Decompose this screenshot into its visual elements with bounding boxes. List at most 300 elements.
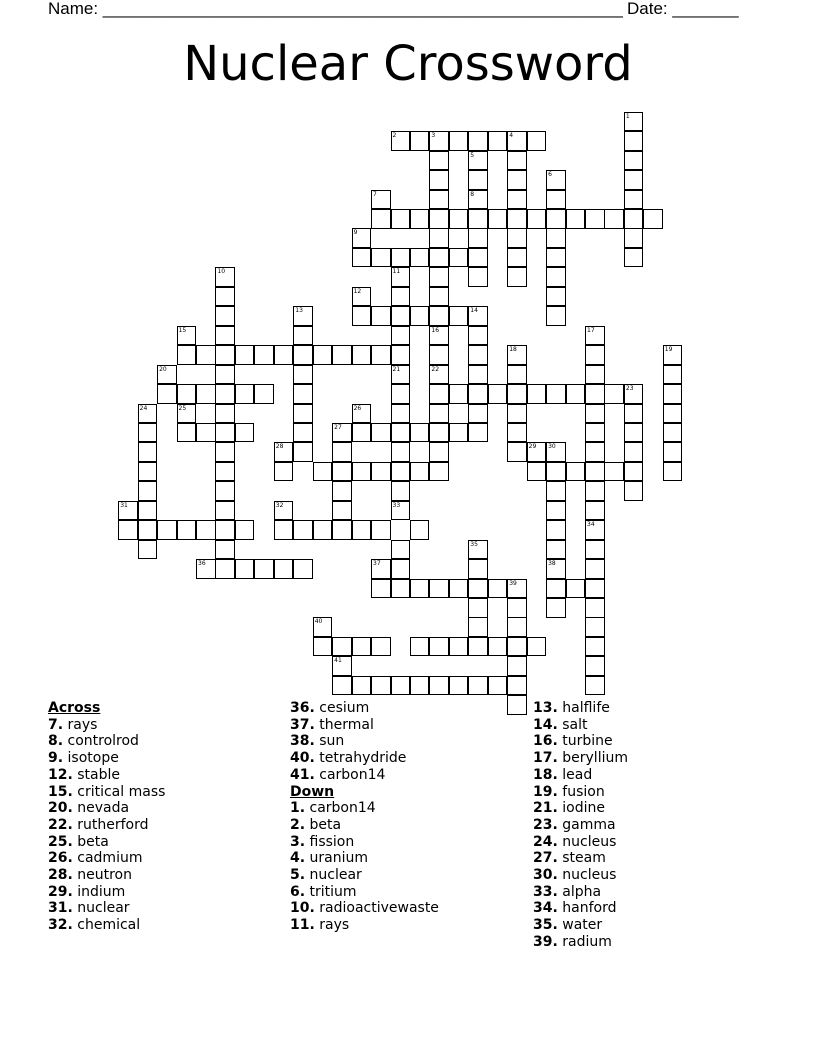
grid-cell[interactable]	[177, 384, 197, 404]
grid-cell[interactable]	[138, 540, 158, 560]
grid-cell[interactable]	[449, 384, 469, 404]
grid-cell[interactable]	[371, 345, 391, 365]
grid-cell[interactable]	[468, 676, 488, 696]
grid-cell[interactable]	[585, 540, 605, 560]
grid-cell[interactable]	[546, 170, 566, 190]
grid-cell[interactable]	[429, 676, 449, 696]
grid-cell[interactable]	[624, 209, 644, 229]
grid-cell[interactable]	[585, 676, 605, 696]
grid-cell[interactable]	[468, 637, 488, 657]
clue-number: 5	[470, 151, 475, 159]
grid-cell[interactable]	[624, 423, 644, 443]
grid-cell[interactable]	[138, 520, 158, 540]
grid-cell[interactable]	[215, 365, 235, 385]
grid-cell[interactable]	[468, 579, 488, 599]
grid-cell[interactable]	[215, 423, 235, 443]
grid-cell[interactable]	[624, 404, 644, 424]
grid-cell[interactable]	[527, 131, 547, 151]
grid-cell[interactable]	[546, 384, 566, 404]
grid-cell[interactable]	[235, 559, 255, 579]
grid-cell[interactable]	[410, 676, 430, 696]
grid-cell[interactable]	[410, 306, 430, 326]
grid-cell[interactable]	[293, 365, 313, 385]
grid-cell[interactable]	[468, 559, 488, 579]
grid-cell[interactable]	[624, 384, 644, 404]
grid-cell[interactable]	[527, 637, 547, 657]
clue-number: 21	[392, 365, 401, 373]
grid-cell[interactable]	[566, 209, 586, 229]
grid-cell[interactable]	[215, 559, 235, 579]
grid-cell[interactable]	[449, 248, 469, 268]
grid-cell[interactable]	[429, 248, 449, 268]
grid-cell[interactable]	[624, 248, 644, 268]
grid-cell[interactable]	[429, 151, 449, 171]
grid-cell[interactable]	[215, 267, 235, 287]
grid-cell[interactable]	[468, 170, 488, 190]
grid-cell[interactable]	[488, 637, 508, 657]
grid-cell[interactable]	[235, 423, 255, 443]
grid-cell[interactable]	[215, 287, 235, 307]
grid-cell[interactable]	[546, 267, 566, 287]
grid-cell[interactable]	[546, 306, 566, 326]
grid-cell[interactable]	[293, 326, 313, 346]
grid-cell[interactable]	[138, 462, 158, 482]
grid-cell[interactable]	[663, 365, 683, 385]
grid-cell[interactable]	[138, 423, 158, 443]
grid-cell[interactable]	[468, 365, 488, 385]
grid-cell[interactable]	[215, 384, 235, 404]
grid-cell[interactable]	[527, 209, 547, 229]
grid-cell[interactable]	[293, 442, 313, 462]
grid-cell[interactable]	[274, 345, 294, 365]
clue-number-label: 4.	[290, 850, 306, 867]
grid-cell[interactable]	[371, 637, 391, 657]
grid-cell[interactable]	[429, 228, 449, 248]
grid-cell[interactable]	[352, 248, 372, 268]
grid-cell[interactable]	[371, 423, 391, 443]
grid-cell[interactable]	[332, 501, 352, 521]
grid-cell[interactable]	[391, 384, 411, 404]
grid-cell[interactable]	[546, 442, 566, 462]
grid-cell[interactable]	[429, 287, 449, 307]
grid-cell[interactable]	[429, 190, 449, 210]
grid-cell[interactable]	[468, 326, 488, 346]
grid-cell[interactable]	[488, 209, 508, 229]
grid-cell[interactable]	[585, 598, 605, 618]
grid-cell[interactable]	[604, 462, 624, 482]
down-heading: Down	[290, 783, 335, 800]
grid-cell[interactable]	[527, 384, 547, 404]
grid-cell[interactable]	[604, 384, 624, 404]
grid-cell[interactable]	[196, 559, 216, 579]
grid-cell[interactable]	[352, 287, 372, 307]
grid-cell[interactable]	[585, 656, 605, 676]
grid-cell[interactable]	[429, 365, 449, 385]
clue-number-label: 33.	[533, 883, 558, 900]
grid-cell[interactable]	[468, 131, 488, 151]
grid-cell[interactable]	[429, 442, 449, 462]
grid-cell[interactable]	[624, 131, 644, 151]
grid-cell[interactable]	[507, 637, 527, 657]
grid-cell[interactable]	[332, 481, 352, 501]
grid-cell[interactable]	[429, 170, 449, 190]
grid-cell[interactable]	[254, 384, 274, 404]
grid-cell[interactable]	[429, 345, 449, 365]
clue-answer: stable	[72, 766, 121, 783]
grid-cell[interactable]	[352, 345, 372, 365]
clue-answer: nuclear	[72, 900, 130, 917]
grid-cell[interactable]	[391, 579, 411, 599]
grid-cell[interactable]	[585, 559, 605, 579]
grid-cell[interactable]	[371, 306, 391, 326]
grid-cell[interactable]	[157, 384, 177, 404]
grid-cell[interactable]	[585, 404, 605, 424]
grid-cell[interactable]	[585, 423, 605, 443]
grid-cell[interactable]	[138, 442, 158, 462]
grid-cell[interactable]	[215, 345, 235, 365]
grid-cell[interactable]	[507, 151, 527, 171]
grid-cell[interactable]	[371, 248, 391, 268]
grid-cell[interactable]	[546, 190, 566, 210]
grid-cell[interactable]	[488, 579, 508, 599]
grid-cell[interactable]	[118, 520, 138, 540]
grid-cell[interactable]	[215, 462, 235, 482]
grid-cell[interactable]	[332, 656, 352, 676]
grid-cell[interactable]	[507, 442, 527, 462]
grid-cell[interactable]	[429, 462, 449, 482]
grid-cell[interactable]	[546, 559, 566, 579]
grid-cell[interactable]	[215, 442, 235, 462]
grid-cell[interactable]	[507, 676, 527, 696]
grid-cell[interactable]	[585, 637, 605, 657]
grid-cell[interactable]	[507, 209, 527, 229]
grid-cell[interactable]	[177, 345, 197, 365]
grid-cell[interactable]	[293, 423, 313, 443]
grid-cell[interactable]	[177, 404, 197, 424]
grid-cell[interactable]	[585, 326, 605, 346]
grid-cell[interactable]	[429, 326, 449, 346]
grid-cell[interactable]	[468, 267, 488, 287]
grid-cell[interactable]	[332, 520, 352, 540]
grid-cell[interactable]	[663, 384, 683, 404]
grid-cell[interactable]	[215, 540, 235, 560]
grid-cell[interactable]	[215, 520, 235, 540]
grid-cell[interactable]	[293, 559, 313, 579]
grid-cell[interactable]	[391, 676, 411, 696]
grid-cell[interactable]	[488, 384, 508, 404]
grid-cell[interactable]	[391, 559, 411, 579]
grid-cell[interactable]	[546, 520, 566, 540]
grid-cell[interactable]	[507, 384, 527, 404]
grid-cell[interactable]	[624, 481, 644, 501]
grid-cell[interactable]	[410, 423, 430, 443]
grid-cell[interactable]	[449, 131, 469, 151]
grid-cell[interactable]	[546, 598, 566, 618]
grid-cell[interactable]	[468, 423, 488, 443]
grid-cell[interactable]	[196, 384, 216, 404]
grid-cell[interactable]	[371, 209, 391, 229]
grid-cell[interactable]	[468, 248, 488, 268]
grid-cell[interactable]	[663, 423, 683, 443]
grid-cell[interactable]	[449, 209, 469, 229]
grid-cell[interactable]	[352, 520, 372, 540]
grid-cell[interactable]	[391, 423, 411, 443]
grid-cell[interactable]	[546, 579, 566, 599]
grid-cell[interactable]	[215, 326, 235, 346]
grid-cell[interactable]	[546, 481, 566, 501]
clue-number-label: 25.	[48, 833, 73, 850]
grid-cell[interactable]	[352, 423, 372, 443]
grid-cell[interactable]	[138, 481, 158, 501]
grid-cell[interactable]	[507, 131, 527, 151]
grid-cell[interactable]	[274, 501, 294, 521]
grid-cell[interactable]	[468, 209, 488, 229]
grid-cell[interactable]	[274, 462, 294, 482]
grid-cell[interactable]	[118, 501, 138, 521]
clue-number-label: 36.	[290, 700, 315, 716]
grid-cell[interactable]	[215, 404, 235, 424]
grid-cell[interactable]	[468, 540, 488, 560]
grid-cell[interactable]	[410, 579, 430, 599]
grid-cell[interactable]	[391, 209, 411, 229]
grid-cell[interactable]	[643, 209, 663, 229]
grid-cell[interactable]	[546, 209, 566, 229]
grid-cell[interactable]	[488, 676, 508, 696]
grid-cell[interactable]	[507, 248, 527, 268]
grid-cell[interactable]	[371, 676, 391, 696]
grid-cell[interactable]	[507, 598, 527, 618]
grid-cell[interactable]	[507, 404, 527, 424]
grid-cell[interactable]	[293, 520, 313, 540]
grid-cell[interactable]	[449, 676, 469, 696]
grid-cell[interactable]	[391, 481, 411, 501]
grid-cell[interactable]	[157, 520, 177, 540]
grid-cell[interactable]	[585, 617, 605, 637]
grid-cell[interactable]	[546, 540, 566, 560]
grid-cell[interactable]	[391, 326, 411, 346]
grid-cell[interactable]	[196, 423, 216, 443]
grid-cell[interactable]	[313, 345, 333, 365]
clue-item	[533, 834, 628, 851]
grid-cell[interactable]	[293, 404, 313, 424]
grid-cell[interactable]	[468, 228, 488, 248]
grid-cell[interactable]	[391, 267, 411, 287]
grid-cell[interactable]	[429, 384, 449, 404]
grid-cell[interactable]	[507, 267, 527, 287]
grid-cell[interactable]	[585, 520, 605, 540]
grid-cell[interactable]	[138, 404, 158, 424]
grid-cell[interactable]	[235, 384, 255, 404]
grid-cell[interactable]	[488, 131, 508, 151]
grid-cell[interactable]	[371, 559, 391, 579]
grid-cell[interactable]	[410, 520, 430, 540]
grid-cell[interactable]	[274, 559, 294, 579]
grid-cell[interactable]	[663, 462, 683, 482]
grid-cell[interactable]	[546, 501, 566, 521]
grid-cell[interactable]	[507, 228, 527, 248]
grid-cell[interactable]	[293, 306, 313, 326]
grid-cell[interactable]	[468, 190, 488, 210]
grid-cell[interactable]	[429, 131, 449, 151]
grid-cell[interactable]	[215, 481, 235, 501]
grid-cell[interactable]	[391, 404, 411, 424]
grid-cell[interactable]	[449, 306, 469, 326]
grid-cell[interactable]	[332, 676, 352, 696]
clue-number-label: 27.	[533, 850, 558, 867]
clue-number-label: 35.	[533, 917, 558, 934]
grid-cell[interactable]	[391, 540, 411, 560]
grid-cell[interactable]	[527, 442, 547, 462]
grid-cell[interactable]	[332, 442, 352, 462]
grid-cell[interactable]	[663, 404, 683, 424]
grid-cell[interactable]	[468, 345, 488, 365]
grid-cell[interactable]	[138, 501, 158, 521]
grid-cell[interactable]	[468, 598, 488, 618]
grid-cell[interactable]	[585, 209, 605, 229]
grid-cell[interactable]	[391, 462, 411, 482]
grid-cell[interactable]	[566, 579, 586, 599]
grid-cell[interactable]	[391, 365, 411, 385]
grid-cell[interactable]	[332, 462, 352, 482]
grid-cell[interactable]	[566, 384, 586, 404]
grid-cell[interactable]	[313, 617, 333, 637]
grid-cell[interactable]	[507, 365, 527, 385]
grid-cell[interactable]	[663, 345, 683, 365]
grid-cell[interactable]	[332, 345, 352, 365]
grid-cell[interactable]	[546, 248, 566, 268]
grid-cell[interactable]	[507, 170, 527, 190]
grid-cell[interactable]	[352, 462, 372, 482]
grid-cell[interactable]	[313, 637, 333, 657]
grid-cell[interactable]	[274, 520, 294, 540]
grid-cell[interactable]	[371, 579, 391, 599]
clue-number-label: 1.	[290, 800, 306, 817]
grid-cell[interactable]	[410, 131, 430, 151]
grid-cell[interactable]	[371, 462, 391, 482]
grid-cell[interactable]	[391, 501, 411, 521]
grid-cell[interactable]	[449, 579, 469, 599]
grid-cell[interactable]	[585, 481, 605, 501]
grid-cell[interactable]	[313, 520, 333, 540]
grid-cell[interactable]	[663, 442, 683, 462]
grid-cell[interactable]	[293, 345, 313, 365]
grid-cell[interactable]	[527, 462, 547, 482]
grid-cell[interactable]	[507, 695, 527, 715]
grid-cell[interactable]	[566, 462, 586, 482]
grid-cell[interactable]	[371, 520, 391, 540]
grid-cell[interactable]	[429, 404, 449, 424]
grid-cell[interactable]	[507, 656, 527, 676]
grid-cell[interactable]	[585, 384, 605, 404]
grid-cell[interactable]	[546, 228, 566, 248]
grid-cell[interactable]	[196, 345, 216, 365]
grid-cell[interactable]	[468, 384, 488, 404]
grid-cell[interactable]	[332, 637, 352, 657]
grid-cell[interactable]	[410, 637, 430, 657]
grid-cell[interactable]	[352, 306, 372, 326]
grid-cell[interactable]	[585, 442, 605, 462]
grid-cell[interactable]	[624, 228, 644, 248]
grid-cell[interactable]	[352, 676, 372, 696]
grid-cell[interactable]	[177, 520, 197, 540]
grid-cell[interactable]	[624, 170, 644, 190]
grid-cell[interactable]	[254, 345, 274, 365]
grid-cell[interactable]	[429, 209, 449, 229]
grid-cell[interactable]	[391, 131, 411, 151]
grid-cell[interactable]	[177, 326, 197, 346]
grid-cell[interactable]	[352, 637, 372, 657]
grid-cell[interactable]	[585, 462, 605, 482]
grid-cell[interactable]	[391, 442, 411, 462]
grid-cell[interactable]	[507, 345, 527, 365]
grid-cell[interactable]	[391, 306, 411, 326]
grid-cell[interactable]	[177, 423, 197, 443]
grid-cell[interactable]	[585, 579, 605, 599]
grid-cell[interactable]	[585, 345, 605, 365]
grid-cell[interactable]	[585, 365, 605, 385]
grid-cell[interactable]	[215, 501, 235, 521]
grid-cell[interactable]	[157, 365, 177, 385]
grid-cell[interactable]	[196, 520, 216, 540]
grid-cell[interactable]	[449, 423, 469, 443]
grid-cell[interactable]	[332, 423, 352, 443]
grid-cell[interactable]	[254, 559, 274, 579]
grid-cell[interactable]	[468, 151, 488, 171]
grid-cell[interactable]	[429, 423, 449, 443]
grid-cell[interactable]	[391, 287, 411, 307]
grid-cell[interactable]	[507, 190, 527, 210]
grid-cell[interactable]	[371, 190, 391, 210]
grid-cell[interactable]	[391, 248, 411, 268]
grid-cell[interactable]	[235, 345, 255, 365]
grid-cell[interactable]	[468, 404, 488, 424]
grid-cell[interactable]	[429, 306, 449, 326]
grid-cell[interactable]	[507, 579, 527, 599]
grid-cell[interactable]	[429, 637, 449, 657]
grid-cell[interactable]	[410, 248, 430, 268]
grid-cell[interactable]	[429, 579, 449, 599]
grid-cell[interactable]	[507, 617, 527, 637]
grid-cell[interactable]	[274, 442, 294, 462]
grid-cell[interactable]	[585, 501, 605, 521]
grid-cell[interactable]	[352, 228, 372, 248]
clue-answer: critical mass	[72, 783, 166, 800]
clue-item	[48, 850, 165, 867]
grid-cell[interactable]	[624, 442, 644, 462]
grid-cell[interactable]	[604, 209, 624, 229]
grid-cell[interactable]	[410, 462, 430, 482]
grid-cell[interactable]	[215, 306, 235, 326]
grid-cell[interactable]	[624, 190, 644, 210]
grid-cell[interactable]	[507, 423, 527, 443]
grid-cell[interactable]	[468, 306, 488, 326]
clue-answer: tetrahydride	[314, 750, 407, 767]
grid-cell[interactable]	[546, 462, 566, 482]
grid-cell[interactable]	[546, 287, 566, 307]
grid-cell[interactable]	[449, 637, 469, 657]
grid-cell[interactable]	[624, 112, 644, 132]
grid-cell[interactable]	[468, 617, 488, 637]
grid-cell[interactable]	[352, 404, 372, 424]
grid-cell[interactable]	[410, 209, 430, 229]
grid-cell[interactable]	[624, 462, 644, 482]
grid-cell[interactable]	[313, 462, 333, 482]
grid-cell[interactable]	[429, 267, 449, 287]
grid-cell[interactable]	[391, 345, 411, 365]
grid-cell[interactable]	[235, 520, 255, 540]
grid-cell[interactable]	[293, 384, 313, 404]
grid-cell[interactable]	[624, 151, 644, 171]
